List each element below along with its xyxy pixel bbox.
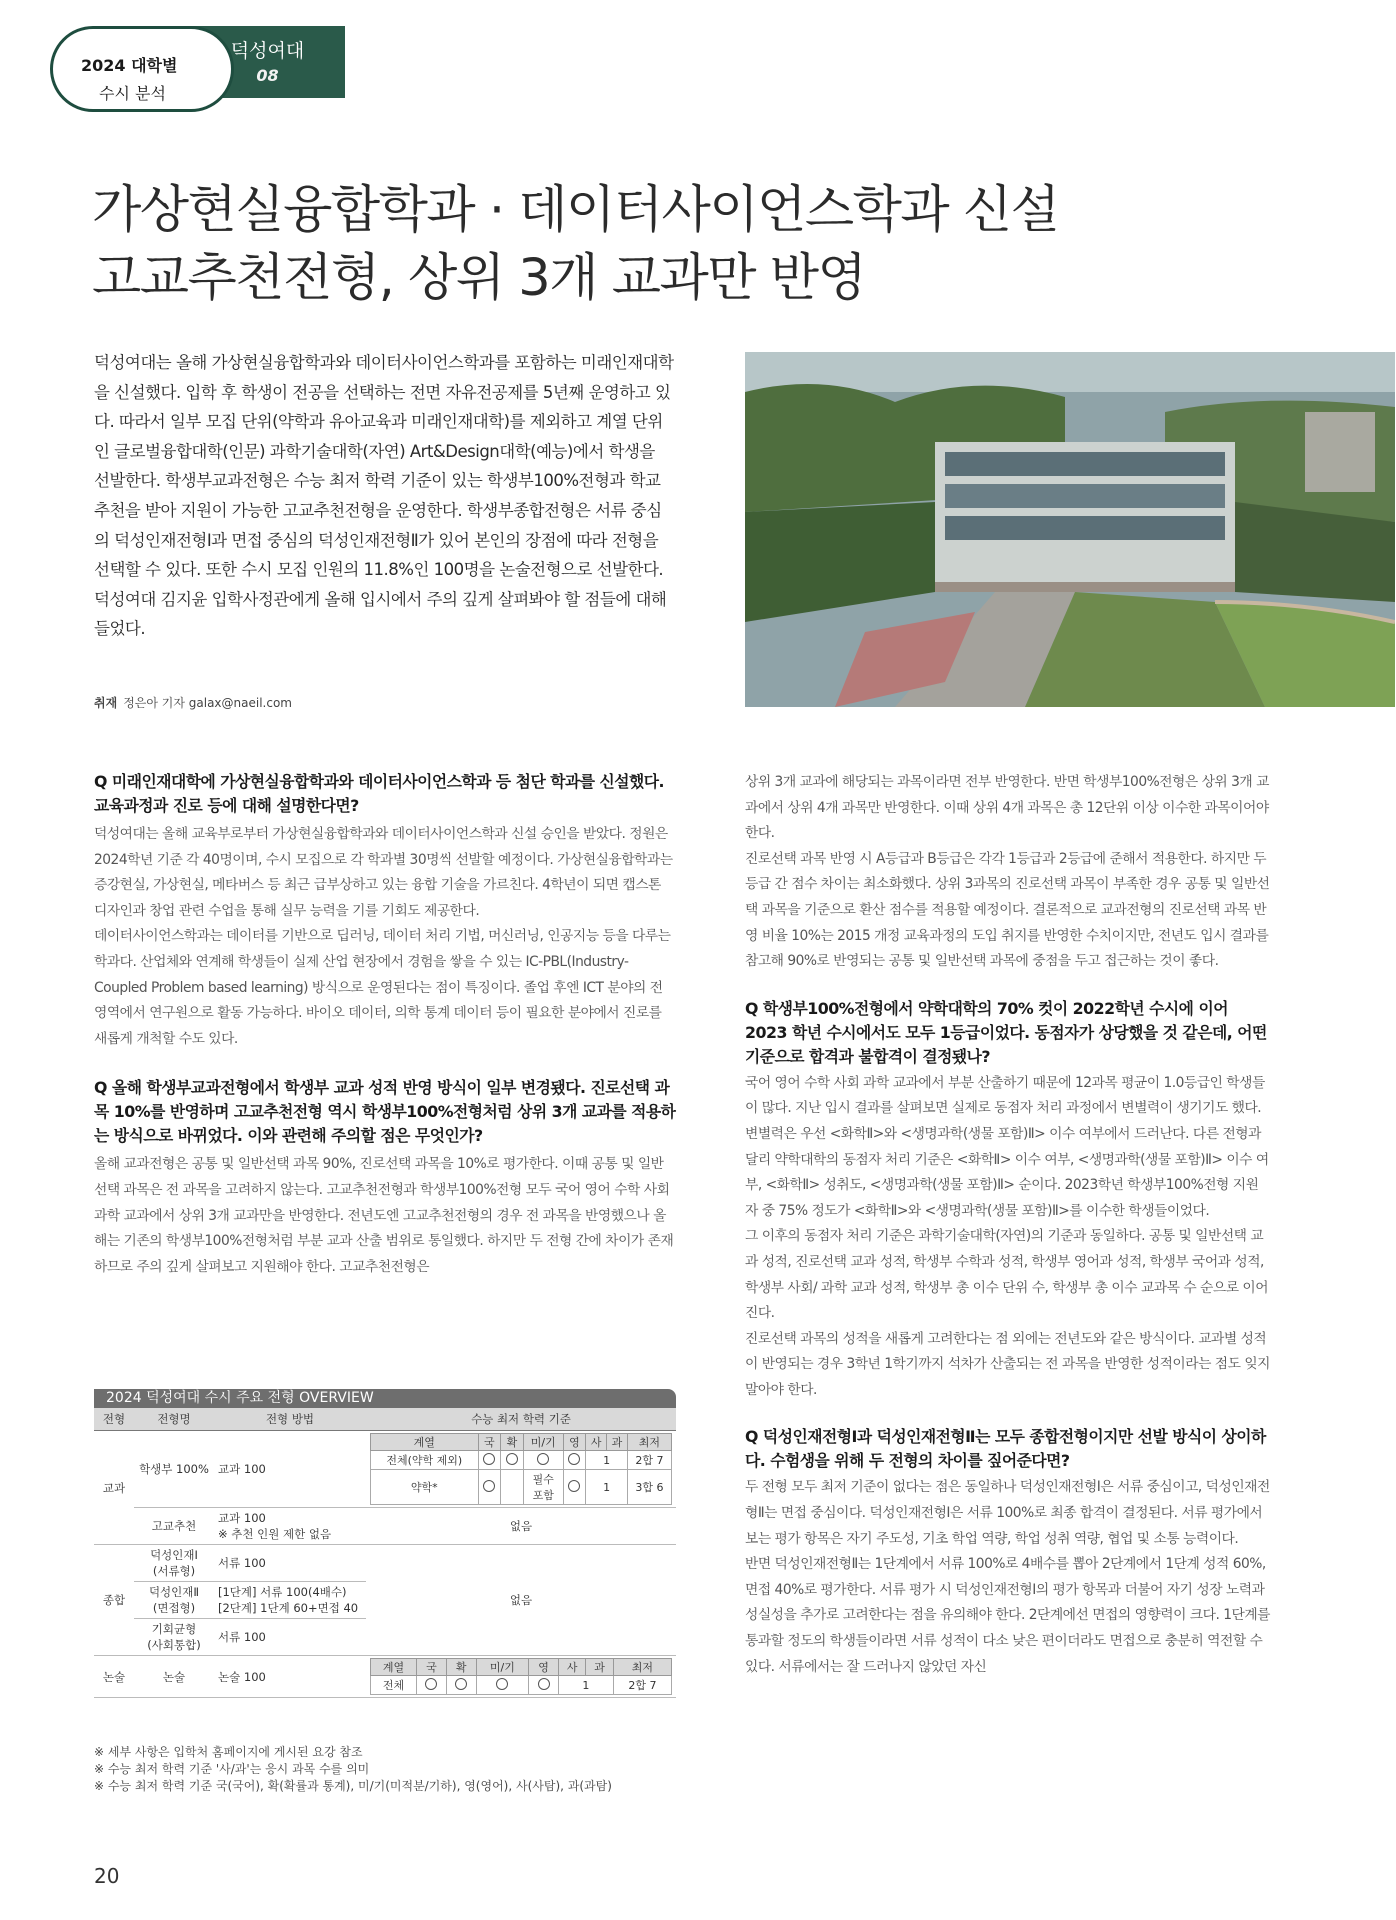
answer-3c: 그 이후의 동점자 처리 기준은 과학기술대학(자연)의 기준과 동일하다. 공통 및 일반선택 교과 성적, 진로선택 교과 성적, 학생부 수학과 성적, 학생부 영어과 성적, 학생부 국어과 성적, 학생부 사회/ 과학 교과 성적, 학생부 총 이수 단위 수, 학생부 총 이수 교과목 수 순으로 이어진다. (745, 1228, 1269, 1322)
sat-none: 없음 (366, 1545, 676, 1656)
sub-header: 미/기 (476, 1659, 529, 1676)
sub-header: 미/기 (523, 1434, 563, 1451)
row-name: 덕성인재Ⅰ (서류형) (134, 1545, 214, 1582)
row-method: 서류 100 (214, 1619, 366, 1656)
circle-mark (478, 1470, 501, 1505)
question-3: Q 학생부100%전형에서 약학대학의 70% 컷이 2022학년 수시에 이어 2023 학년 수시에서도 모두 1등급이었다. 동점자가 상당했을 것 같은데, 어떤 기준으로 합격과 불합격이 결정됐나? (745, 998, 1267, 1066)
sub-header: 과 (607, 1434, 628, 1451)
field-cell: 약학* (371, 1470, 479, 1505)
sub-header: 사 (586, 1434, 607, 1451)
table-header-row (94, 1408, 676, 1431)
header-sat: 수능 최저 학력 기준 (366, 1408, 676, 1431)
answer-4: 두 전형 모두 최저 기준이 없다는 점은 동일하나 덕성인재전형Ⅰ은 서류 중심이고, 덕성인재전형Ⅱ는 면접 중심이다. 덕성인재전형Ⅰ은 서류 100%로 최종 합격이 결정된다. 서류 평가에서 보는 평가 항목은 자기 주도성, 기초 학업 역량, 학업 성취 역량, 협업 및 소통 능력이다. (745, 1479, 1270, 1547)
sub-header: 계열 (371, 1659, 417, 1676)
row-method: 교과 100 ※ 추천 인원 제한 없음 (214, 1508, 366, 1545)
sat-cell (366, 1431, 676, 1508)
answer-2: 올해 교과전형은 공통 및 일반선택 과목 90%, 진로선택 과목을 10%로 평가한다. 이때 공통 및 일반선택 과목은 전 과목을 고려하지 않는다. 고교추천전형과 학생부100%전형 모두 국어 영어 수학 사회 과학 교과에서 상위 3개 교과만을 반영한다. 전년도엔 고교추천전형의 경우 전 과목을 반영했으나 올해는 기존의 학생부100%전형처럼 부분 교과 산출 범위로 통일했다. 하지만 두 전형 간에 차이가 존재하므로 주의 깊게 살펴보고 지원해야 한다. 고교추천전형은 (94, 1156, 674, 1275)
left-column (94, 770, 676, 1280)
header-method: 전형 방법 (214, 1408, 366, 1431)
headline-line2: 고교추천전형, 상위 3개 교과만 반영 (92, 249, 866, 308)
sat-cell (366, 1656, 676, 1698)
question-2: Q 올해 학생부교과전형에서 학생부 교과 성적 반영 방식이 일부 변경됐다. 진로선택 과목 10%를 반영하며 고교추천전형 역시 학생부100%전형처럼 상위 3개 교과를 적용하는 방식으로 바뀌었다. 이와 관련해 주의할 점은 무엇인가? (94, 1078, 676, 1146)
sub-header: 영 (563, 1434, 586, 1451)
circle-mark (501, 1451, 524, 1470)
byline-text: 정은아 기자 galax@naeil.com (123, 696, 292, 710)
answer-3: 국어 영어 수학 사회 과학 교과에서 부분 산출하기 때문에 12과목 평균이 1.0등급인 학생들이 많다. 지난 입시 결과를 살펴보면 실제로 동점자 처리 과정에서 변별력이 생기기도 했다. (745, 1074, 1265, 1117)
note: ※ 세부 사항은 입학처 홈페이지에 게시된 요강 참조 (94, 1745, 363, 1759)
campus-building-photo (745, 352, 1395, 707)
note: ※ 수능 최저 학력 기준 국(국어), 확(확률과 통계), 미/기(미적분/기하), 영(영어), 사(사탐), 과(과탐) (94, 1779, 612, 1793)
answer-2-cont2: 진로선택 과목 반영 시 A등급과 B등급은 각각 1등급과 2등급에 준해서 적용한다. 하지만 두 등급 간 점수 차이는 최소화했다. 상위 3과목의 진로선택 과목이 부족한 경우 공통 및 일반선택 과목을 기준으로 환산 점수를 적용할 예정이다. 결론적으로 교과전형의 진로선택 과목 반영 비율 10%는 2015 개정 교육과정의 도입 취지를 반영한 수치이지만, 전년도 입시 결과를 참고해 90%로 반영되는 공통 및 일반선택 과목에 중점을 두고 접근하는 것이 좋다. (745, 850, 1270, 970)
question-4: Q 덕성인재전형Ⅰ과 덕성인재전형Ⅱ는 모두 종합전형이지만 선발 방식이 상이하다. 수험생을 위해 두 전형의 차이를 짚어준다면? (745, 1427, 1266, 1471)
sat-subtable (370, 1433, 672, 1505)
header-name: 전형명 (134, 1408, 214, 1431)
row-name: 고교추천 (134, 1508, 214, 1545)
empty-cell (501, 1470, 524, 1505)
circle-mark (446, 1676, 476, 1695)
sub-header: 확 (501, 1434, 524, 1451)
series-badge (50, 26, 234, 112)
table-row (94, 1545, 676, 1582)
row-name: 논술 (134, 1656, 214, 1698)
min-cell: 2합 7 (627, 1451, 671, 1470)
table-row (94, 1508, 676, 1545)
table-row (94, 1431, 676, 1508)
row-method: 서류 100 (214, 1545, 366, 1582)
circle-mark (529, 1676, 559, 1695)
headline-line1: 가상현실융합학과 · 데이터사이언스학과 신설 (92, 181, 1059, 240)
question-1: Q 미래인재대학에 가상현실융합학과와 데이터사이언스학과 등 첨단 학과를 신설했다. 교육과정과 진로 등에 대해 설명한다면? (94, 772, 665, 815)
row-name: 학생부 100% (134, 1431, 214, 1508)
header-type: 전형 (94, 1408, 134, 1431)
sub-header: 국 (478, 1434, 501, 1451)
sub-header: 최저 (627, 1434, 671, 1451)
sub-header: 사 (558, 1659, 585, 1676)
issue-number: 08 (256, 66, 279, 85)
school-name: 덕성여대 (230, 40, 305, 62)
circle-mark (478, 1451, 501, 1470)
sub-header: 과 (586, 1659, 613, 1676)
sat-subtable (370, 1658, 672, 1695)
answer-1b: 데이터사이언스학과는 데이터를 기반으로 딥러닝, 데이터 처리 기법, 머신러닝, 인공지능 등을 다루는 학과다. 산업체와 연계해 학생들이 실제 산업 현장에서 경험을 쌓을 수 있는 IC-PBL(Industry-Coupled Problem based learning) 방식으로 운영된다는 점이 특징이다. 졸업 후엔 ICT 분야의 전 영역에서 연구원으로 활동 가능하다. 바이오 데이터, 의학 통계 데이터 등이 필요한 분야에서 진로를 새롭게 개척할 수도 있다. (94, 928, 671, 1047)
answer-3b: 변별력은 우선 <화학Ⅱ>와 <생명과학(생물 포함)Ⅱ> 이수 여부에서 드러난다. 다른 전형과 달리 약학대학의 동점자 처리 기준은 <화학Ⅱ> 이수 여부, <생명과학(생물 포함)Ⅱ> 이수 여부, <화학Ⅱ> 성취도, <생명과학(생물 포함)Ⅱ> 순이다. 2023학년 학생부100%전형 지원자 중 75% 정도가 <화학Ⅱ>와 <생명과학(생물 포함)Ⅱ>를 이수한 학생들이었다. (745, 1125, 1269, 1219)
circle-mark (563, 1451, 586, 1470)
intro-paragraph: 덕성여대는 올해 가상현실융합학과와 데이터사이언스학과를 포함하는 미래인재대학을 신설했다. 입학 후 학생이 전공을 선택하는 전면 자유전공제를 5년째 운영하고 있다. 따라서 일부 모집 단위(약학과 유아교육과 미래인재대학)를 제외하고 계열 단위인 글로벌융합대학(인문) 과학기술대학(자연) Art&Design대학(예능)에서 학생을 선발한다. 학생부교과전형은 수능 최저 학력 기준이 있는 학생부100%전형과 학교 추천을 받아 지원이 가능한 고교추천전형을 운영한다. 학생부종합전형은 서류 중심의 덕성인재전형Ⅰ과 면접 중심의 덕성인재전형Ⅱ가 있어 본인의 장점에 따라 전형을 선택할 수 있다. 또한 수시 모집 인원의 11.8%인 100명을 논술전형으로 선발한다. 덕성여대 김지윤 입학사정관에게 올해 입시에서 주의 깊게 살펴봐야 할 점들에 대해 들었다. (94, 353, 674, 639)
min-cell: 2합 7 (613, 1676, 671, 1695)
group-label: 논술 (94, 1656, 134, 1698)
right-column (745, 770, 1270, 1680)
circle-mark (563, 1470, 586, 1505)
row-name: 기회균형 (사회통합) (134, 1619, 214, 1656)
required-cell: 필수 포함 (523, 1470, 563, 1505)
sub-header: 국 (417, 1659, 447, 1676)
page-number: 20 (94, 1864, 120, 1888)
sat-none: 없음 (366, 1508, 676, 1545)
row-method: 논술 100 (214, 1656, 366, 1698)
table-notes (94, 1744, 612, 1795)
series-line1: 2024 대학별 (81, 56, 178, 75)
group-label: 종합 (94, 1545, 134, 1656)
field-cell: 전체(약학 제외) (371, 1451, 479, 1470)
note: ※ 수능 최저 학력 기준 '사/과'는 응시 과목 수를 의미 (94, 1762, 370, 1776)
series-line2: 수시 분석 (99, 84, 166, 103)
table-title: 2024 덕성여대 수시 주요 전형 OVERVIEW (94, 1389, 676, 1408)
row-method: 교과 100 (214, 1431, 366, 1508)
sub-header: 계열 (371, 1434, 479, 1451)
answer-1: 덕성여대는 올해 교육부로부터 가상현실융합학과와 데이터사이언스학과 신설 승인을 받았다. 정원은 2024학년 기준 각 40명이며, 수시 모집으로 각 학과별 30명씩 선발할 예정이다. 가상현실융합학과는 증강현실, 가상현실, 메타버스 등 최근 급부상하고 있는 융합 기술을 가르친다. 4학년이 되면 캡스톤 디자인과 창업 관련 수업을 통해 실무 능력을 기를 기회도 제공한다. (94, 826, 673, 919)
row-name: 덕성인재Ⅱ (면접형) (134, 1582, 214, 1619)
byline (94, 694, 292, 711)
answer-2-cont: 상위 3개 교과에 해당되는 과목이라면 전부 반영한다. 반면 학생부100%전형은 상위 3개 교과에서 상위 4개 과목만 반영한다. 이때 상위 4개 과목은 총 12단위 이상 이수한 과목이어야 한다. (745, 774, 1269, 842)
circle-mark (476, 1676, 529, 1695)
sub-header: 영 (529, 1659, 559, 1676)
group-label: 교과 (94, 1431, 134, 1545)
table-row (94, 1656, 676, 1698)
sub-header: 최저 (613, 1659, 671, 1676)
sat-count: 1 (586, 1470, 628, 1505)
field-cell: 전체 (371, 1676, 417, 1695)
circle-mark (523, 1451, 563, 1470)
sat-count: 1 (586, 1451, 628, 1470)
sub-header: 확 (446, 1659, 476, 1676)
overview-table (94, 1408, 676, 1698)
answer-3d: 진로선택 과목의 성적을 새롭게 고려한다는 점 외에는 전년도와 같은 방식이다. 교과별 성적이 반영되는 경우 3학년 1학기까지 석차가 산출되는 전 과목을 반영한 성적이라는 점도 잊지 말아야 한다. (745, 1330, 1270, 1398)
byline-label: 취재 (94, 696, 118, 710)
answer-4b: 반면 덕성인재전형Ⅱ는 1단계에서 서류 100%로 4배수를 뽑아 2단계에서 1단계 성적 60%, 면접 40%로 평가한다. 서류 평가 시 덕성인재전형Ⅰ의 평가 항목과 더불어 자기 성장 노력과 성실성을 추가로 고려한다는 점을 유의해야 한다. 2단계에선 면접의 영향력이 크다. 1단계를 통과할 정도의 학생들이라면 서류 성적이 다소 낮은 편이더라도 면접으로 충분히 역전할 수 있다. 서류에서는 잘 드러나지 않았던 자신 (745, 1556, 1270, 1675)
sat-count: 1 (558, 1676, 613, 1695)
circle-mark (417, 1676, 447, 1695)
row-method: [1단계] 서류 100(4배수) [2단계] 1단계 60+면접 40 (214, 1582, 366, 1619)
min-cell: 3합 6 (627, 1470, 671, 1505)
